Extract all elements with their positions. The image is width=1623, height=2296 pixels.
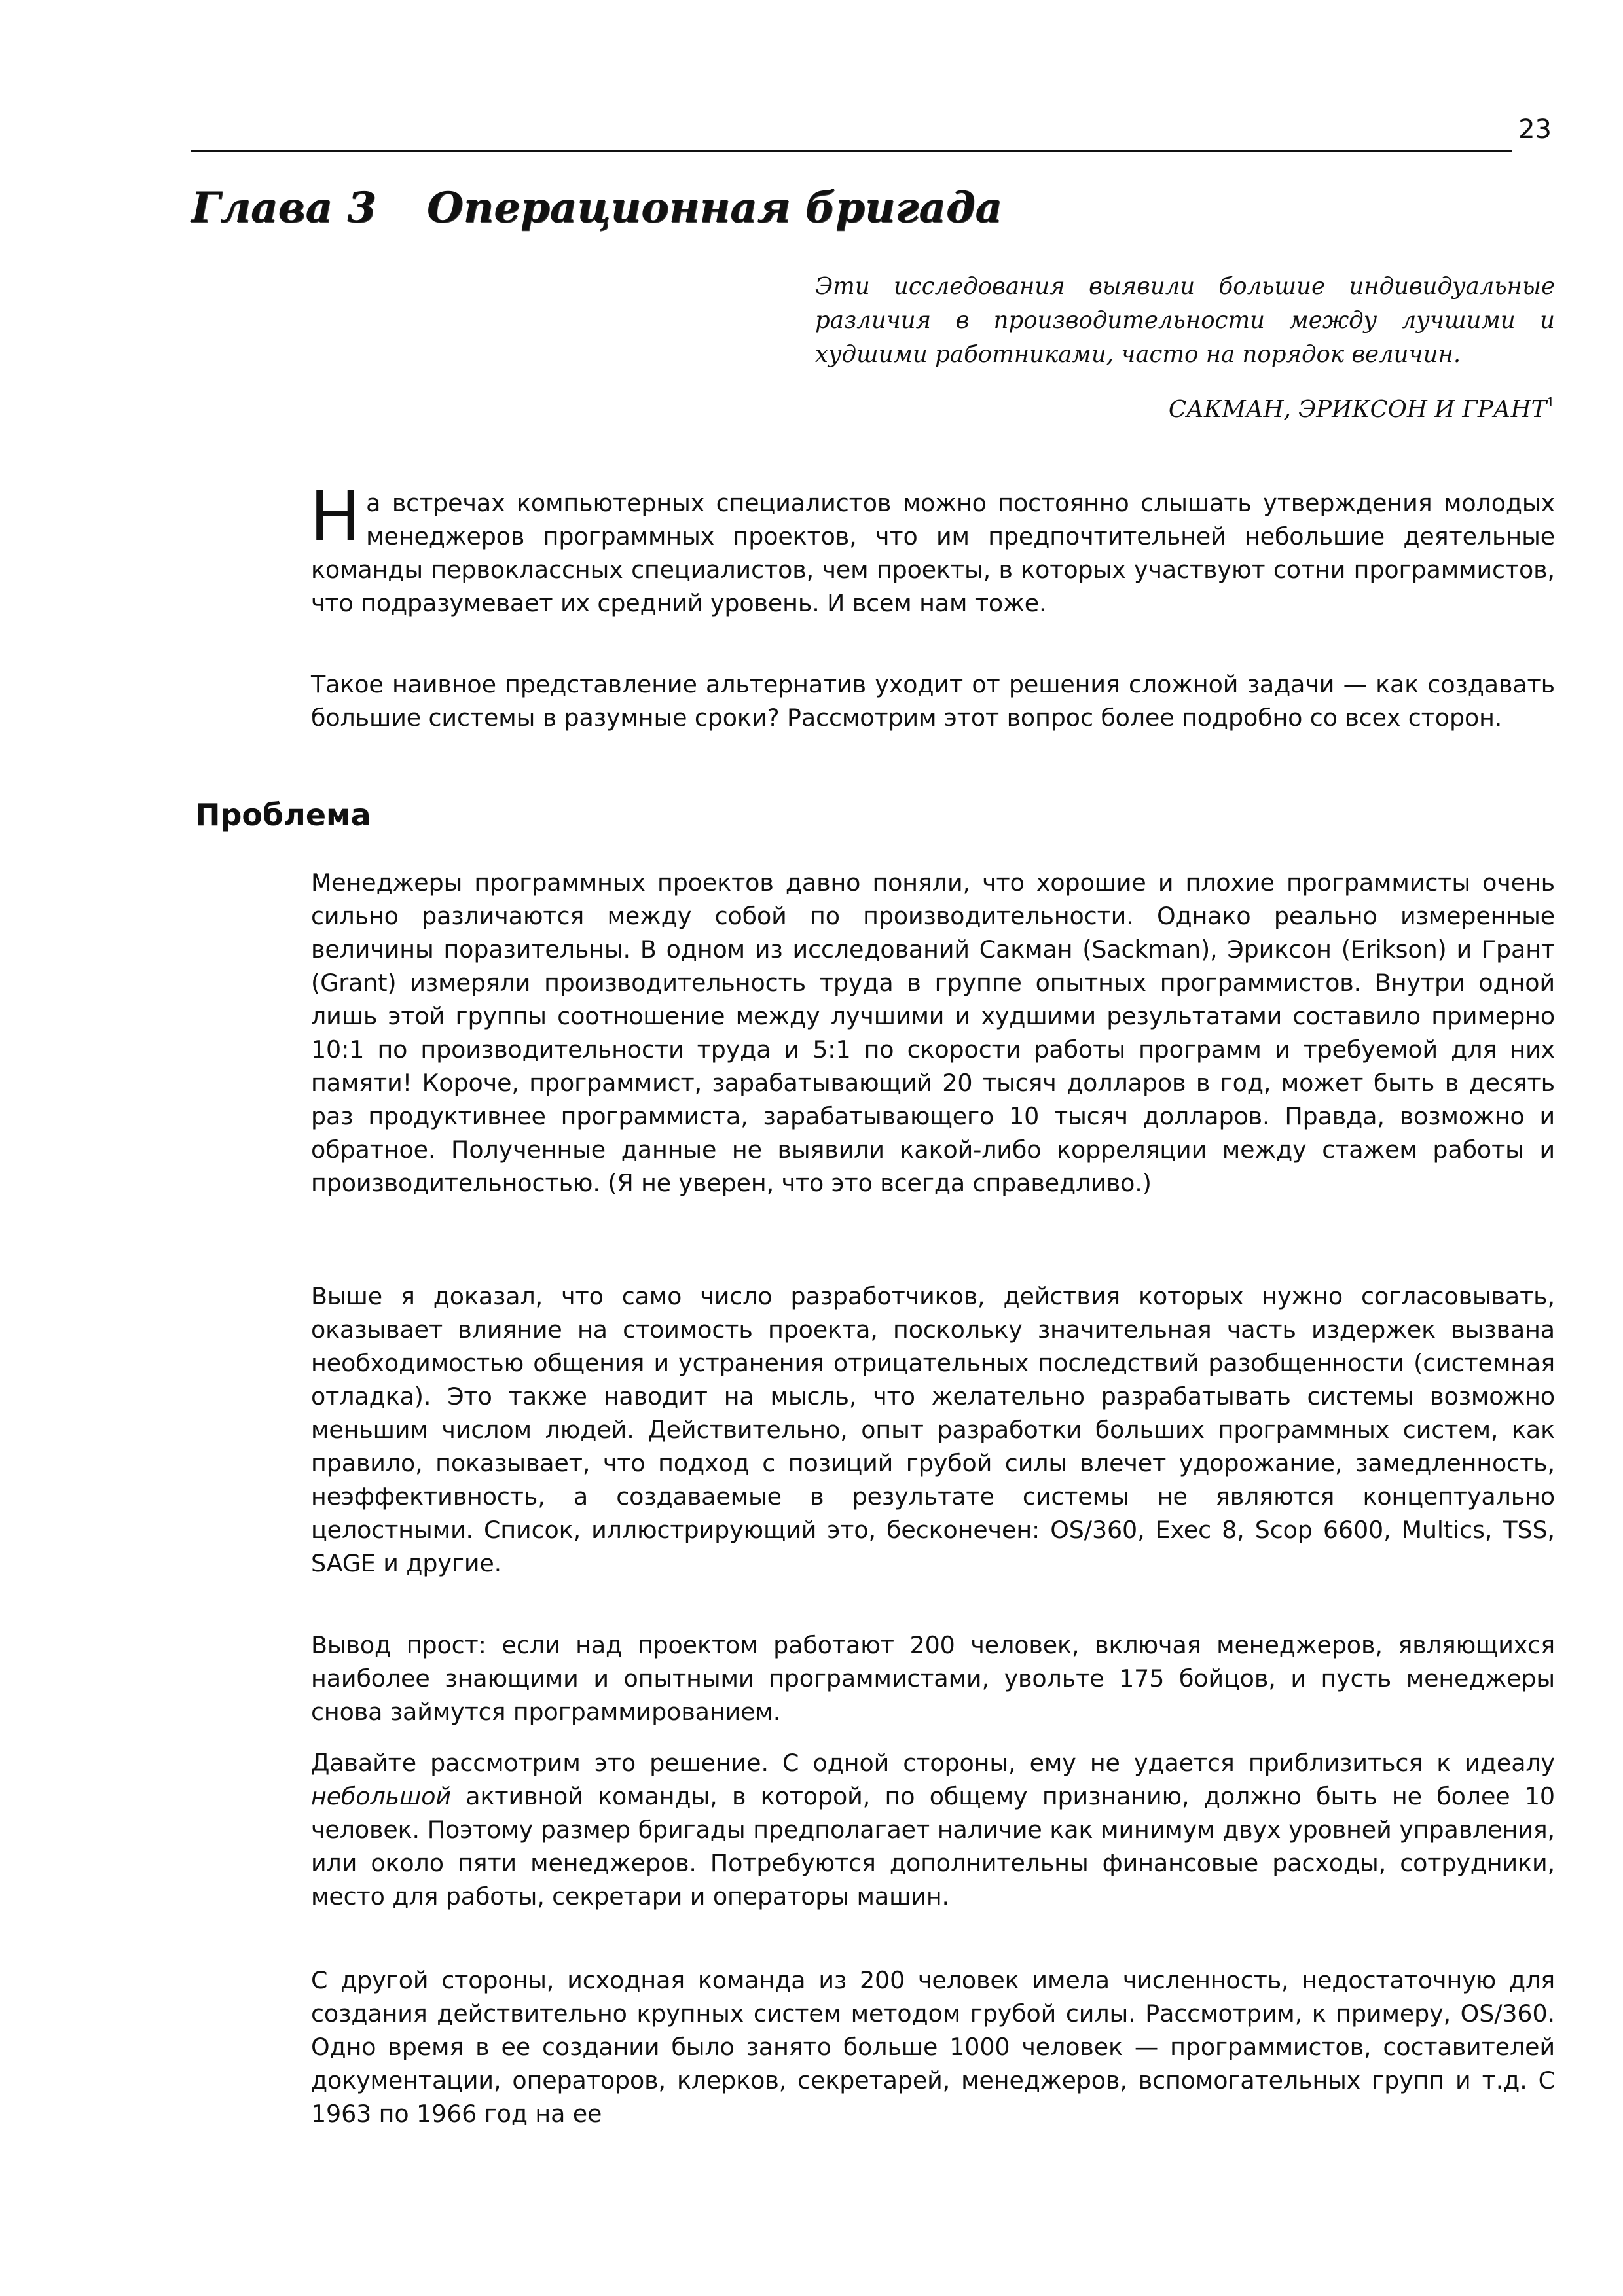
section-paragraph-4-start: Давайте рассмотрим это решение. С одной стороны, ему не удается приблизиться к идеалу	[311, 1749, 1555, 1777]
header-rule	[191, 150, 1512, 152]
epigraph-text: Эти исследования выявили большие индивидуальные различия в производительности между лучшими и худшими работниками, часто на порядок величин.	[815, 273, 1555, 368]
intro-paragraph-1-text: а встречах компьютерных специалистов можно постоянно слышать утверждения молодых менеджеров программных проектов, что им предпочтительней небольшие деятельные команды первоклассных специалистов, чем проекты, в которых участвуют сотни программистов, что подразумевает их средний уровень. И всем нам тоже.	[311, 489, 1555, 617]
chapter-heading	[191, 183, 1566, 232]
section-paragraph-3: Вывод прост: если над проектом работают 200 человек, включая менеджеров, являющихся наиболее знающими и опытными программистами, увольте 175 бойцов, и пусть менеджеры снова займутся программированием.	[311, 1631, 1555, 1726]
section-paragraph-2: Выше я доказал, что само число разработчиков, действия которых нужно согласовывать, оказывает влияние на стоимость проекта, поскольку значительная часть издержек вызвана необходимостью общения и устранения отрицательных последствий разобщенности (системная отладка). Это также наводит на мысль, что желательно разрабатывать системы возможно меньшим числом людей. Действительно, опыт разработки больших программных систем, как правило, показывает, что подход с позиций грубой силы влечет удорожание, замедленность, неэффективность, а создаваемые в результате системы не являются концептуально целостными. Список, иллюстрирующий это, бесконечен: OS/360, Exec 8, Scop 6600, Multics, TSS, SAGE и другие.	[311, 1282, 1555, 1577]
intro-paragraph-1	[310, 476, 1555, 620]
footnote-mark: 1	[1546, 394, 1555, 410]
section-heading: Проблема	[195, 797, 371, 833]
emphasis-word: небольшой	[311, 1782, 451, 1810]
section-paragraph-1: Менеджеры программных проектов давно поняли, что хорошие и плохие программисты очень сильно различаются между собой по производительности. Однако реально измеренные величины поразительны. В одном из исследований Сакман (Sackman), Эриксон (Erikson) и Грант (Grant) измеряли производительность труда в группе опытных программистов. Внутри одной лишь этой группы соотношение между лучшими и худшими результатами составило примерно 10:1 по производительности труда и 5:1 по скорости работы программ и требуемой для них памяти! Короче, программист, зарабатывающий 20 тысяч долларов в год, может быть в десять раз продуктивнее программиста, зарабатывающего 10 тысяч долларов. Правда, возможно и обратное. Полученные данные не выявили какой-либо корреляции между стажем работы и производительностью. (Я не уверен, что это всегда справедливо.)	[311, 869, 1555, 1197]
page-number: 23	[1518, 115, 1552, 145]
section-paragraph-5: С другой стороны, исходная команда из 200 человек имела численность, недостаточную для создания действительно крупных систем методом грубой силы. Рассмотрим, к примеру, OS/360. Одно время в ее создании было занято больше 1000 человек — программистов, составителей документации, операторов, клерков, секретарей, менеджеров, вспомогательных групп и т.д. С 1963 по 1966 год на ее	[311, 1966, 1555, 2128]
chapter-title: Операционная бригада	[427, 183, 1002, 232]
chapter-number: Глава 3	[191, 183, 376, 232]
intro-paragraph-2: Такое наивное представление альтернатив уходит от решения сложной задачи — как создавать большие системы в разумные сроки? Рассмотрим этот вопрос более подробно со всех сторон.	[311, 670, 1555, 732]
section-paragraph-4-end: активной команды, в которой, по общему признанию, должно быть не более 10 человек. Поэтому размер бригады предполагает наличие как минимум двух уровней управления, или около пяти менеджеров. Потребуются дополнительны финансовые расходы, сотрудники, место для работы, секретари и операторы машин.	[311, 1782, 1555, 1910]
epigraph-author-name: САКМАН, ЭРИКСОН И ГРАНТ	[1168, 396, 1547, 423]
epigraph-author	[815, 385, 1555, 427]
drop-cap: Н	[310, 476, 361, 556]
section-paragraph-4	[311, 1746, 1555, 1913]
